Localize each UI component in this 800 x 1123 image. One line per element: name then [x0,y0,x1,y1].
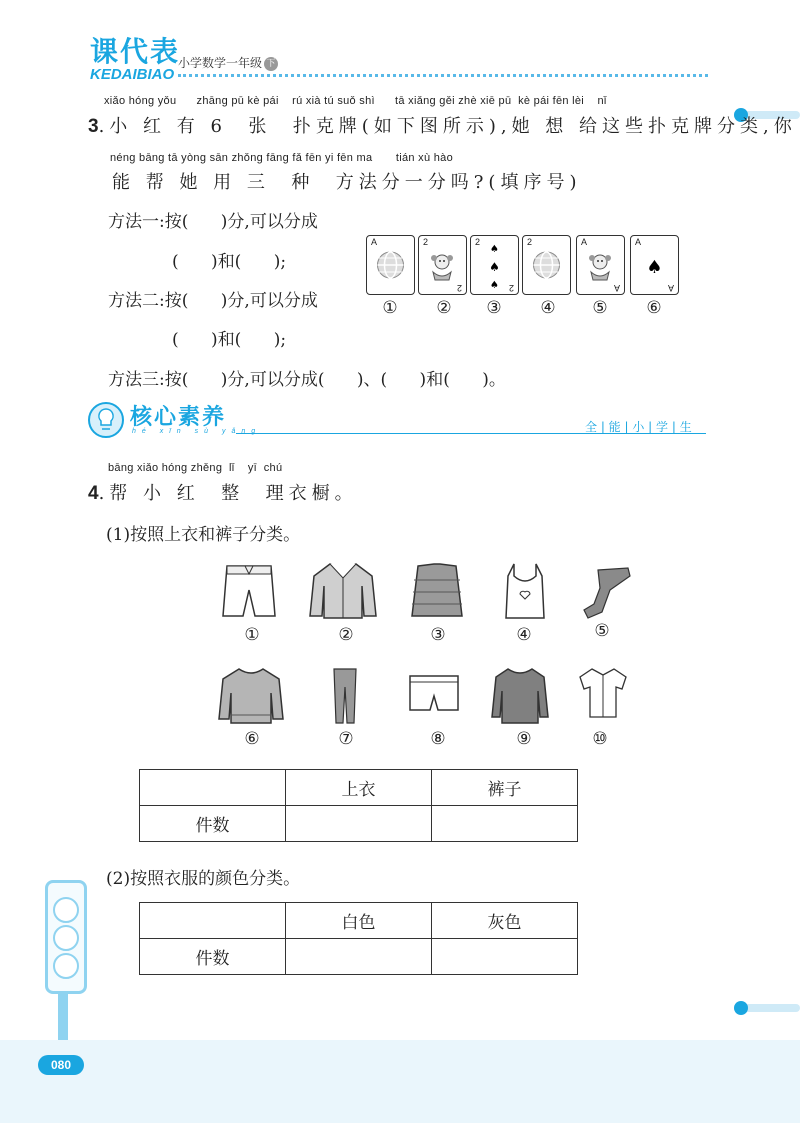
q4-number: 4 [88,483,99,504]
clothes-label-8: ⑧ [430,729,446,749]
q3-line-1 [88,112,797,138]
traffic-light-pole [58,994,68,1044]
playing-card-1 [366,235,415,295]
q3-text-1: .小 红 有 6 张 扑克牌(如下图所示),她 想 给这些扑克牌分类,你 [98,116,797,137]
card-rank: A [635,237,642,247]
q3-pinyin-1: xiǎo hóng yǒu zhāng pū kè pái rú xià tú suǒ shì tā xiǎng gěi zhè xiē pū kè pái fēn lèi nǐ [104,95,607,107]
globe-icon [523,236,570,294]
pants-icon [580,566,636,622]
lightbulb-icon [86,400,128,440]
section-pinyin: hé xīn sù yǎng [132,428,262,435]
spade-icon [471,236,518,294]
trousers-icon [330,665,360,727]
table-row [140,806,578,842]
table-row-label: 件数 [140,939,286,975]
card-label-6: ⑥ [646,298,662,318]
method-2: 方法二:按( )分,可以分成 [108,291,318,311]
method-3: 方法三:按( )分,可以分成( )、( )和( )。 [108,370,506,390]
grade-label [178,54,278,71]
shirt-icon [576,665,630,721]
sweater-icon [490,665,550,727]
clothes-label-9: ⑨ [516,729,532,749]
svg-text:♠: ♠ [490,244,499,255]
clothes-label-6: ⑥ [244,729,260,749]
card-label-1: ① [382,298,398,318]
card-label-4: ④ [540,298,556,318]
playing-card-4 [522,235,571,295]
card-label-3: ③ [486,298,502,318]
svg-text:♠: ♠ [489,260,500,274]
side-tab-dot-icon [734,1001,748,1015]
q4-pinyin: bāng xiǎo hóng zhěng lǐ yī chú [108,462,283,474]
q4-line [88,479,358,505]
clothes-label-7: ⑦ [338,729,354,749]
card-rank: 2 [527,237,533,247]
method-1: 方法一:按( )分,可以分成 [108,212,318,232]
table-cell-empty [140,770,286,806]
card-rank: 2 [423,237,429,247]
card-label-2: ② [436,298,452,318]
q4-part-2: (2)按照衣服的颜色分类。 [106,869,301,889]
clothes-label-5: ⑤ [594,621,610,641]
table-top-bottom [139,769,578,842]
clothes-label-2: ② [338,625,354,645]
answer-cell-pants[interactable] [432,806,578,842]
card-rank-bottom: 2 [456,283,462,293]
table-row [140,939,578,975]
section-title: 核心素养 [130,405,227,430]
card-rank-bottom: 2 [508,283,514,293]
grade-badge: 下 [264,57,278,71]
card-label-5: ⑤ [592,298,608,318]
playing-card-6 [630,235,679,295]
playing-card-3 [470,235,519,295]
shorts-icon [406,672,462,720]
tank-top-icon [500,560,550,622]
clothes-label-10: ⑩ [592,729,608,749]
table-color [139,902,578,975]
vest-icon [404,560,470,622]
q4-part-1: (1)按照上衣和裤子分类。 [106,525,301,545]
table-row-label: 件数 [140,806,286,842]
clown-icon [419,236,466,294]
answer-cell-white[interactable] [286,939,432,975]
card-rank: A [371,237,378,247]
table-header-tops: 上衣 [286,770,432,806]
traffic-light-icon [45,880,87,994]
q3-text-2: 能 帮 她 用 三 种 方法分一分吗?(填序号) [112,172,582,193]
sweater-icon [217,665,285,727]
table-header-gray: 灰色 [432,903,578,939]
brand-title: 课代表 [90,35,181,68]
light-circle [53,897,79,923]
globe-icon [367,236,414,294]
table-cell-empty [140,903,286,939]
method-2-answer: ( )和( ); [172,330,287,350]
side-tab [740,1004,800,1012]
light-circle [53,953,79,979]
card-rank-bottom: A [667,283,674,293]
answer-cell-gray[interactable] [432,939,578,975]
table-header-pants: 裤子 [432,770,578,806]
svg-text:♠: ♠ [646,257,663,278]
q4-text: .帮 小 红 整 理衣橱。 [98,483,358,504]
q3-number: 3 [88,116,99,137]
clown-icon [577,236,624,294]
header-dotted-rule [178,74,708,77]
table-header-white: 白色 [286,903,432,939]
table-row [140,770,578,806]
grade-text: 小学数学一年级 [178,56,263,70]
card-rank: A [581,237,588,247]
light-circle [53,925,79,951]
svg-text:♠: ♠ [490,280,499,291]
card-rank-bottom: A [613,283,620,293]
footer-band [0,1040,800,1123]
playing-card-2 [418,235,467,295]
clothes-label-1: ① [244,625,260,645]
answer-cell-tops[interactable] [286,806,432,842]
page-number: 080 [38,1055,84,1075]
section-motto: 全 | 能 | 小 | 学 | 生 [585,420,692,434]
clothes-label-4: ④ [516,625,532,645]
clothes-label-3: ③ [430,625,446,645]
q3-pinyin-2: néng bāng tā yòng sān zhǒng fāng fǎ fēn yi fēn ma tián xù hào [110,152,453,164]
brand-subtitle: KEDAIBIAO [90,66,175,83]
jacket-icon [308,560,378,622]
shorts-icon [217,560,281,622]
table-row [140,903,578,939]
method-1-answer: ( )和( ); [172,252,287,272]
playing-card-5 [576,235,625,295]
card-rank: 2 [475,237,481,247]
spade-icon [631,236,678,294]
